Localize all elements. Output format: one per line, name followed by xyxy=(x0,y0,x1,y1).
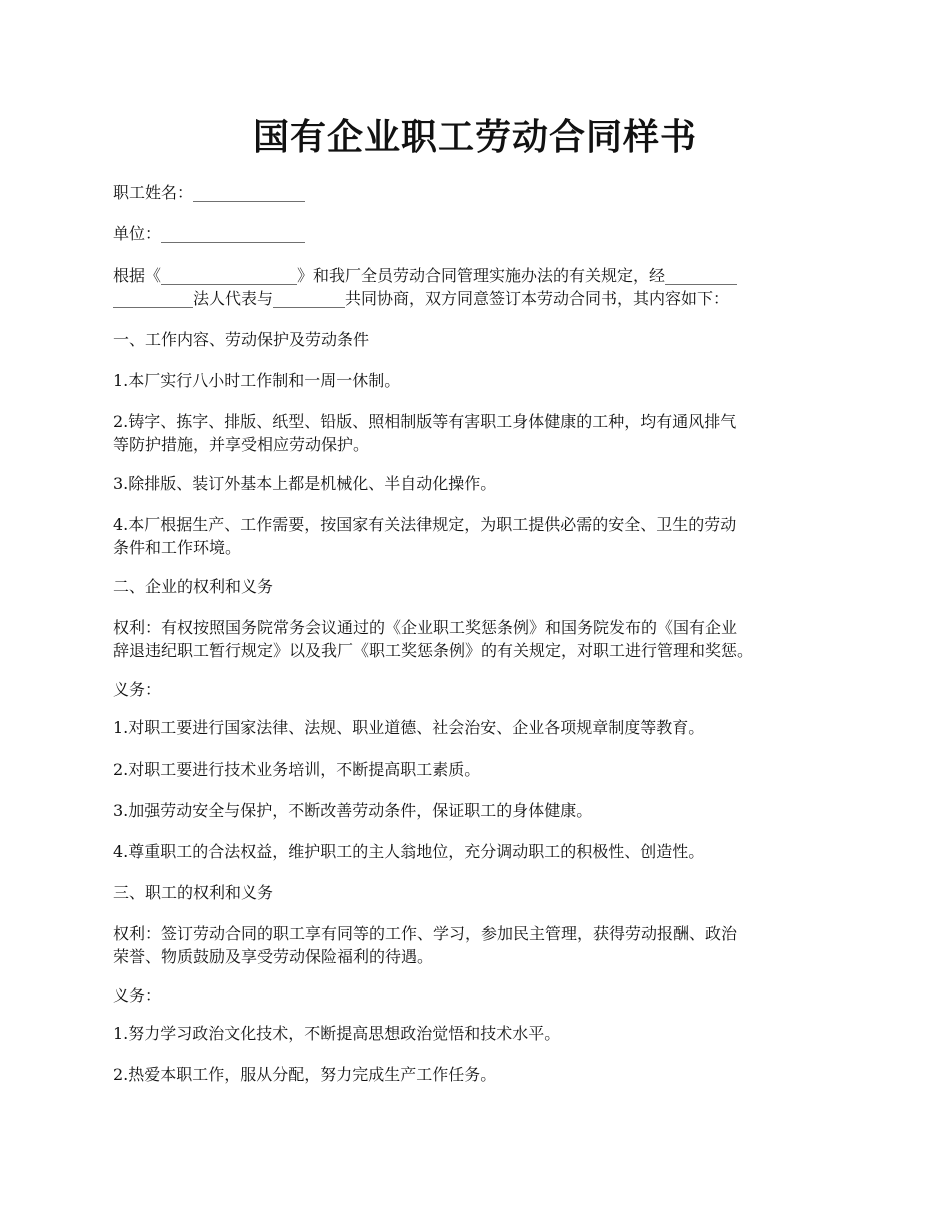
section2-heading: 二、企业的权利和义务 xyxy=(113,577,274,596)
section3-duty-1: 1.努力学习政治文化技术，不断提高思想政治觉悟和技术水平。 xyxy=(113,1024,561,1043)
section2-duty-4: 4.尊重职工的合法权益，维护职工的主人翁地位，充分调动职工的积极性、创造性。 xyxy=(113,842,705,861)
section1-item-4 xyxy=(113,513,853,559)
section2-duty-3: 3.加强劳动安全与保护，不断改善劳动条件，保证职工的身体健康。 xyxy=(113,801,593,820)
intro-paragraph xyxy=(113,264,853,310)
paragraph-line: 4.本厂根据生产、工作需要，按国家有关法律规定，为职工提供必需的安全、卫生的劳动 xyxy=(113,515,737,534)
paragraph-line: 等防护措施，并享受相应劳动保护。 xyxy=(113,435,370,454)
intro-line: 根据《_________________》和我厂全员劳动合同管理实施办法的有关规定，经_________ xyxy=(113,266,738,285)
section1-heading: 一、工作内容、劳动保护及劳动条件 xyxy=(113,330,370,349)
section1-item-1: 1.本厂实行八小时工作制和一周一休制。 xyxy=(113,371,401,390)
section3-rights xyxy=(113,922,853,968)
section1-item-2 xyxy=(113,410,853,456)
paragraph-line: 2.铸字、拣字、排版、纸型、铅版、照相制版等有害职工身体健康的工种，均有通风排气 xyxy=(113,412,737,431)
paragraph-line: 权利：签订劳动合同的职工享有同等的工作、学习，参加民主管理，获得劳动报酬、政治 xyxy=(113,924,738,943)
section2-duties-label: 义务： xyxy=(113,680,162,699)
section2-duty-2: 2.对职工要进行技术业务培训，不断提高职工素质。 xyxy=(113,760,481,779)
paragraph-line: 荣誉、物质鼓励及享受劳动保险福利的待遇。 xyxy=(113,947,434,966)
section1-item-3: 3.除排版、装订外基本上都是机械化、半自动化操作。 xyxy=(113,474,497,493)
paragraph-line: 权利：有权按照国务院常务会议通过的《企业职工奖惩条例》和国务院发布的《国有企业 xyxy=(113,618,738,637)
section2-duty-1: 1.对职工要进行国家法律、法规、职业道德、社会治安、企业各项规章制度等教育。 xyxy=(113,718,705,737)
paragraph-line: 条件和工作环境。 xyxy=(113,538,242,557)
section3-duties-label: 义务： xyxy=(113,986,162,1005)
section3-duty-2: 2.热爱本职工作，服从分配，努力完成生产工作任务。 xyxy=(113,1065,497,1084)
unit-field: 单位：__________________ xyxy=(113,224,306,243)
section3-heading: 三、职工的权利和义务 xyxy=(113,883,274,902)
employee-name-field: 职工姓名：______________ xyxy=(113,183,306,202)
intro-line: __________法人代表与_________共同协商，双方同意签订本劳动合同书，其内容如下： xyxy=(113,289,730,308)
section2-rights xyxy=(113,616,853,662)
document-title: 国有企业职工劳动合同样书 xyxy=(252,116,697,158)
paragraph-line: 辞退违纪职工暂行规定》以及我厂《职工奖惩条例》的有关规定，对职工进行管理和奖惩。 xyxy=(113,641,754,660)
